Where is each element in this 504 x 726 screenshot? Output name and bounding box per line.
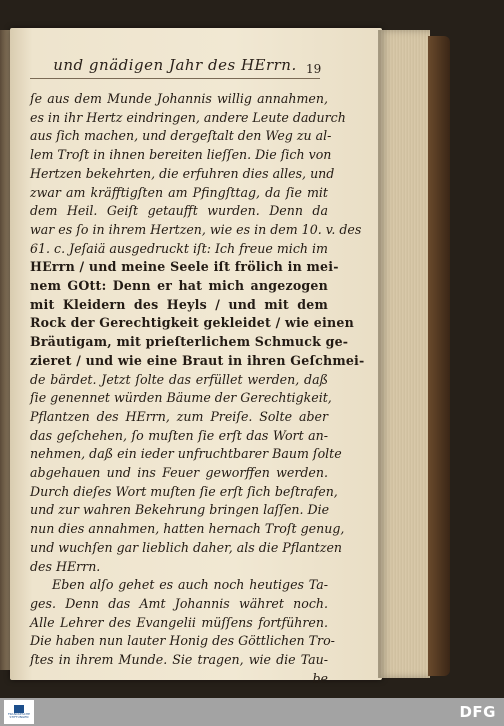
text-line: zwar am kräfftigſten am Pfingſttag, da ſie mit [30, 184, 328, 200]
text-line: das geſchehen, ſo muſten ſie erſt das Wort an- [30, 427, 328, 443]
text-line: nun dies annahmen, hatten hernach Troſt genug, [30, 521, 345, 537]
text-line: HErrn / und meine Seele iſt frölich in mei- [30, 259, 339, 275]
running-title: und gnädigen Jahr des HErrn. [53, 56, 297, 74]
text-line: ges. Denn das Amt Johannis währet noch. [30, 595, 328, 611]
institution-logo[interactable] [4, 700, 34, 724]
text-line: Die haben nun lauter Honig des Göttlichen Tro- [30, 633, 335, 649]
logo-text: FRANCKESCHE STIFTUNGEN [7, 711, 31, 719]
page-text [30, 90, 365, 689]
text-line: mit Kleidern des Heyls / und mit dem [30, 296, 328, 312]
book-cover-edge [428, 36, 450, 676]
text-line: nehmen, daß ein ieder unfruchtbarer Baum ſolte [30, 446, 342, 462]
text-line: des HErrn. [30, 558, 101, 574]
text-line: Bräutigam, mit prieſterlichem Schmuck ge- [30, 334, 349, 350]
text-line: Hertzen bekehrten, die erfuhren dies alles, und [30, 165, 335, 181]
text-line: Eben alſo gehet es auch noch heutiges Ta- [52, 577, 328, 593]
text-line: und wuchſen gar lieblich daher, als die Pflantzen [30, 539, 343, 555]
text-line: be [312, 670, 328, 686]
text-line: aus ſich machen, und dergeſtalt den Weg zu al- [30, 128, 332, 144]
text-line: Rock der Gerechtigkeit gekleidet / wie einen [30, 315, 354, 331]
text-line: ſtes in ihrem Munde. Sie tragen, wie die Tau- [30, 652, 328, 668]
page-number: 19 [306, 62, 322, 76]
dfg-logo[interactable]: DFG [459, 703, 496, 721]
page-fore-edge [378, 30, 430, 678]
footer-bar [0, 698, 504, 726]
running-head [30, 56, 320, 79]
text-line: dem Heil. Geiſt getaufft wurden. Denn da [30, 203, 328, 219]
text-line: ſe aus dem Munde Johannis willig annahmen, [30, 91, 328, 106]
text-line: abgehauen und ins Feuer geworffen werden. [30, 465, 328, 481]
text-line: de bärdet. Jetzt ſolte das erfüllet werden, daß [30, 371, 328, 387]
text-line: und zur wahren Bekehrung bringen laſſen. Die [30, 502, 330, 518]
text-line: zieret / und wie eine Braut in ihren Geſchmei- [30, 352, 365, 368]
text-line: Alle Lehrer des Evangelii müſſens fortführen. [30, 614, 328, 630]
text-line: lem Troſt in ihnen bereiten lieſſen. Die ſich von [30, 147, 332, 163]
text-line: nem GOtt: Denn er hat mich angezogen [30, 278, 328, 294]
text-line: ſie genennet würden Bäume der Gerechtigkeit, [30, 390, 332, 406]
text-line: Pflantzen des HErrn, zum Preiſe. Solte aber [30, 408, 328, 424]
text-line: Durch dieſes Wort muſten ſie erſt ſich beſtrafen, [30, 483, 338, 499]
text-line: 61. c. Jeſaiä ausgedruckt iſt: Ich freue mich im [30, 240, 328, 256]
text-line: es in ihr Hertz eindringen, andere Leute dadurch [30, 109, 346, 125]
text-line: war es ſo in ihrem Hertzen, wie es in dem 10. v. des [30, 221, 362, 237]
